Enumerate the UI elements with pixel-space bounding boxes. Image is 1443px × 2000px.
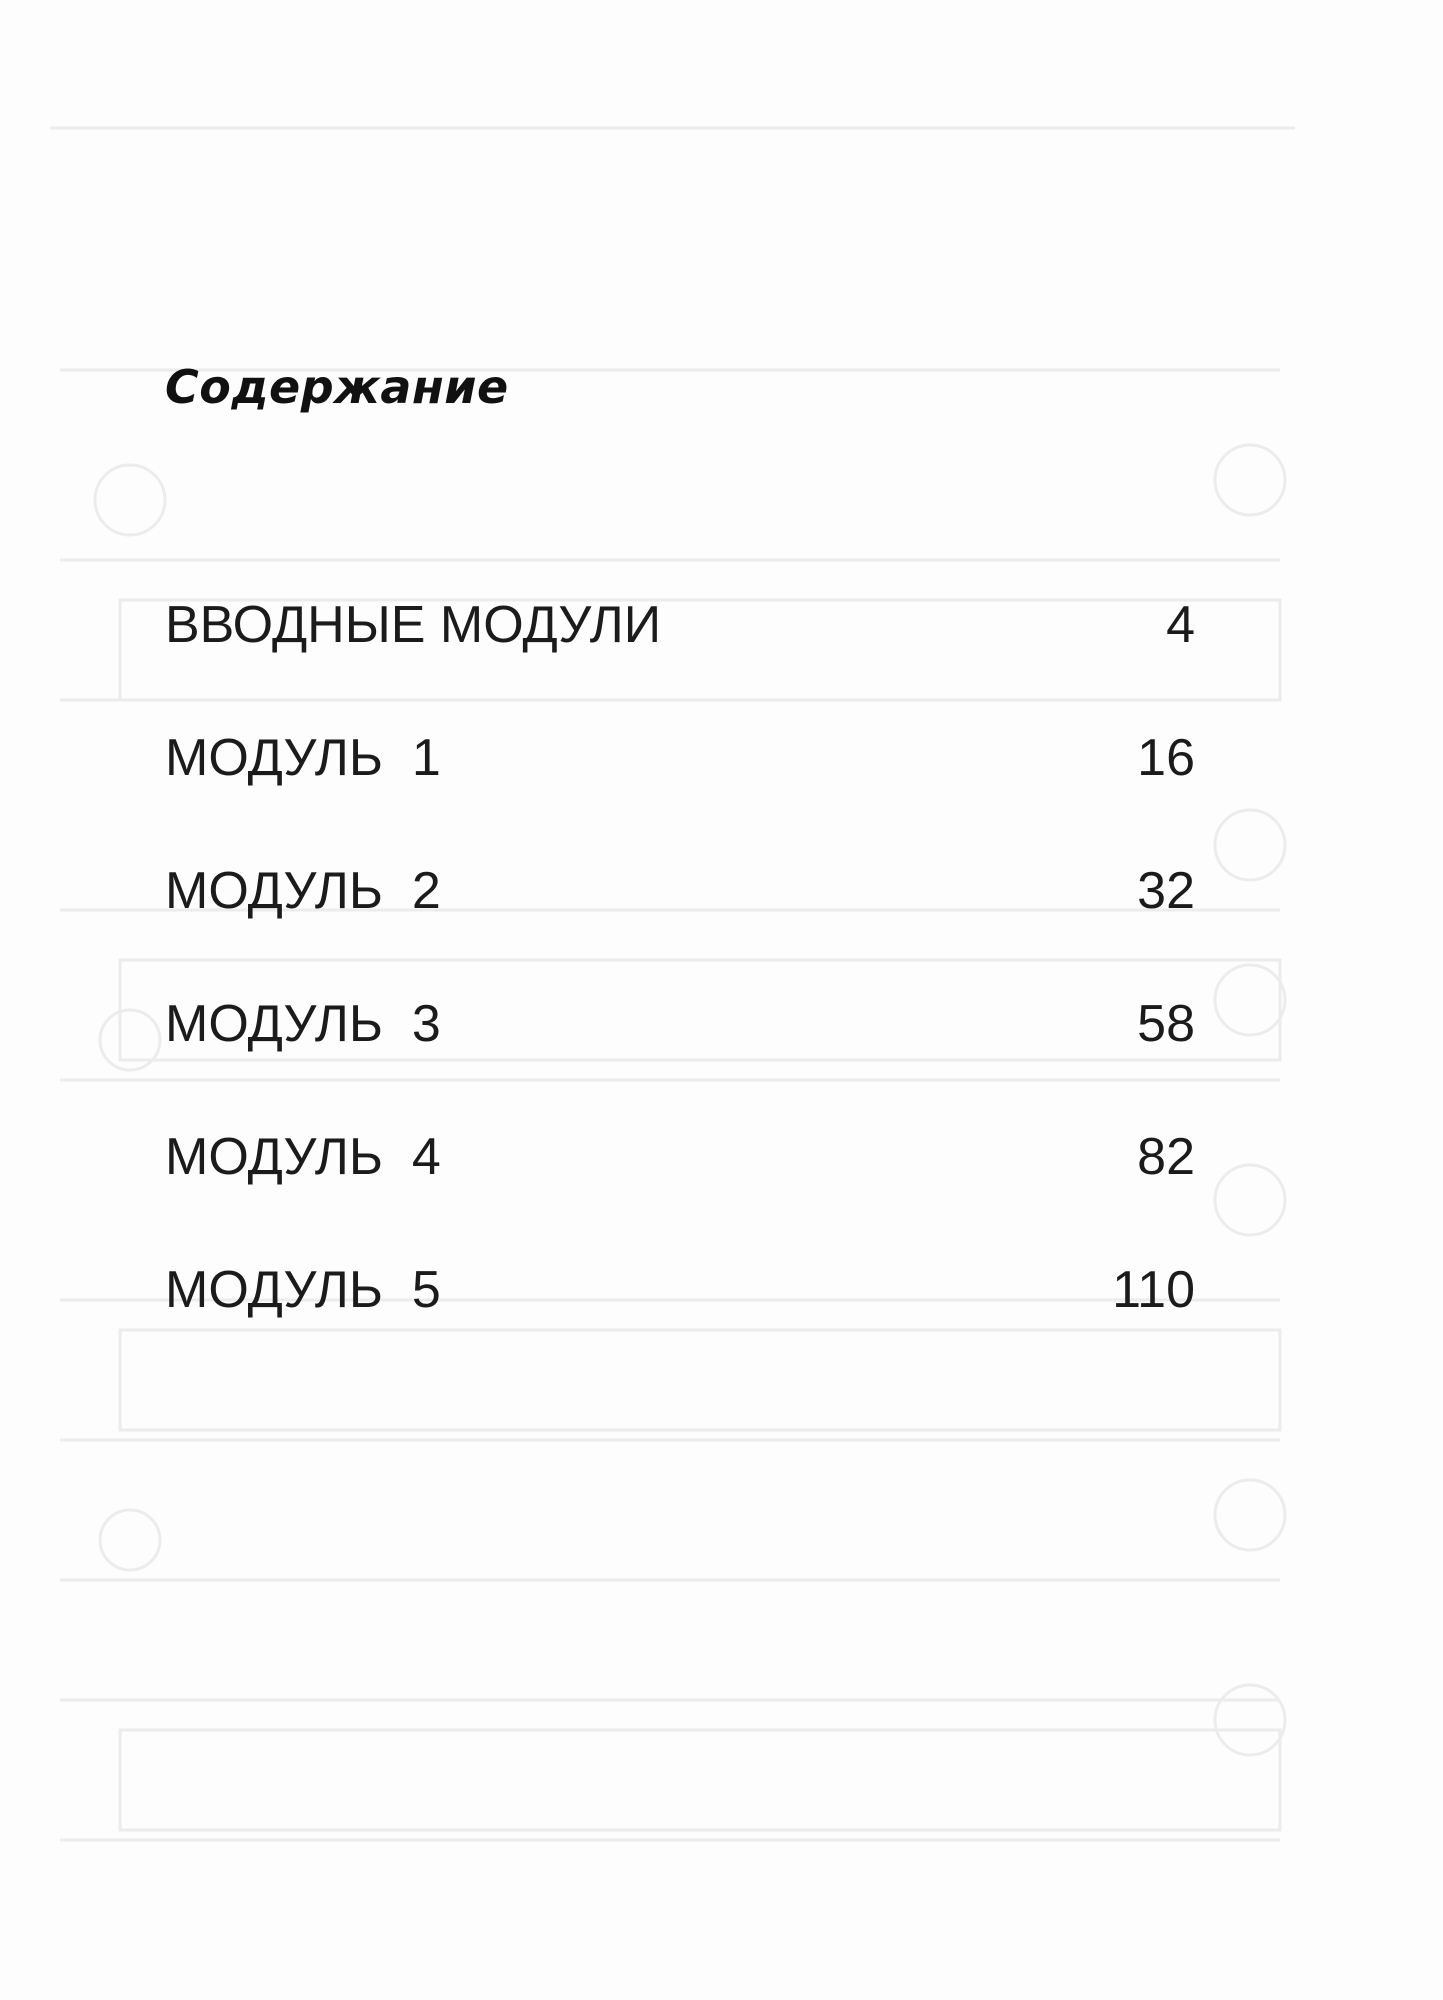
table-of-contents (165, 590, 1195, 1388)
toc-entry-page-number: 110 (1112, 1261, 1195, 1319)
toc-entry-module-2 (165, 856, 1195, 989)
toc-entry-page-number: 82 (1137, 1128, 1195, 1186)
toc-entry-module-4 (165, 1122, 1195, 1255)
toc-entry-page-number: 32 (1137, 862, 1195, 920)
toc-entry-label: МОДУЛЬ 3 (165, 995, 441, 1053)
toc-entry-module-3 (165, 989, 1195, 1122)
toc-entry-page-number: 16 (1137, 729, 1195, 787)
toc-entry-intro (165, 590, 1195, 723)
toc-entry-page-number: 4 (1166, 596, 1195, 654)
toc-entry-label: МОДУЛЬ 2 (165, 862, 441, 920)
page-title: Содержание (165, 360, 509, 414)
toc-entry-label: МОДУЛЬ 5 (165, 1261, 441, 1319)
toc-entry-label: МОДУЛЬ 4 (165, 1128, 441, 1186)
toc-entry-label: МОДУЛЬ 1 (165, 729, 441, 787)
toc-entry-label: ВВОДНЫЕ МОДУЛИ (165, 596, 662, 654)
toc-entry-page-number: 58 (1137, 995, 1195, 1053)
toc-entry-module-1 (165, 723, 1195, 856)
toc-entry-module-5 (165, 1255, 1195, 1388)
